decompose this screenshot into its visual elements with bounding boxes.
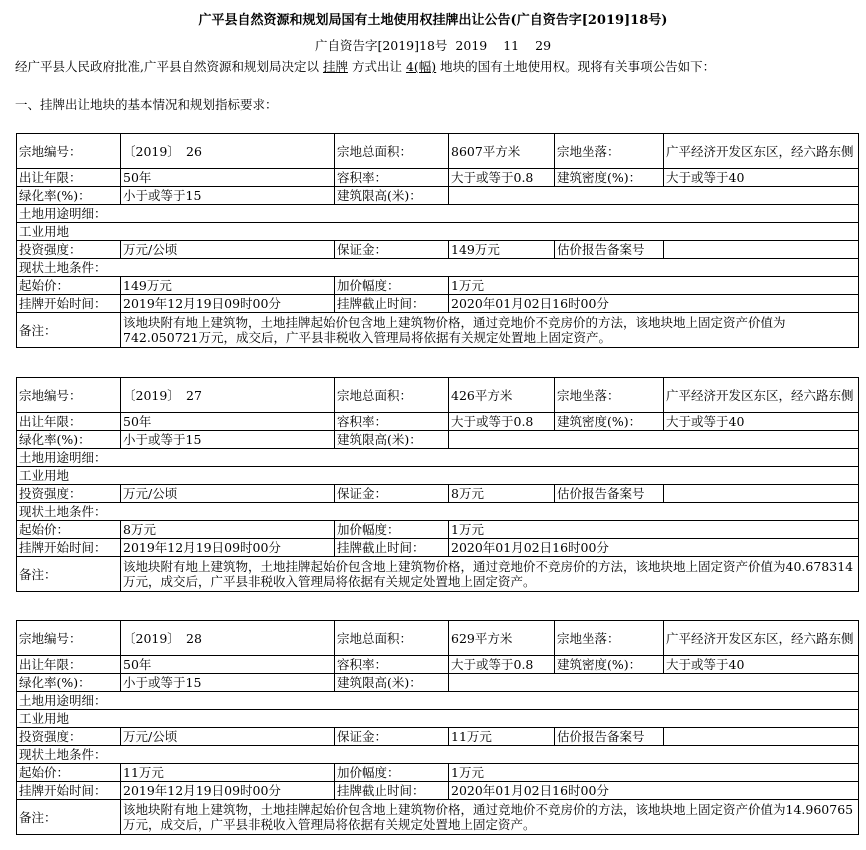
label-start-time: 挂牌开始时间： <box>17 295 121 313</box>
label-density: 建筑密度(%)： <box>555 413 664 431</box>
green-value: 小于或等于15 <box>121 431 335 449</box>
increment-value: 1万元 <box>449 521 859 539</box>
use-value: 工业用地 <box>17 710 859 728</box>
label-start-price: 起始价： <box>17 277 121 295</box>
label-parcel-no: 宗地编号： <box>17 378 121 413</box>
label-location: 宗地坐落： <box>555 134 664 169</box>
parcel-table <box>16 620 859 835</box>
green-value: 小于或等于15 <box>121 674 335 692</box>
label-parcel-no: 宗地编号： <box>17 134 121 169</box>
label-term: 出让年限： <box>17 169 121 187</box>
label-start-price: 起始价： <box>17 764 121 782</box>
label-end-time: 挂牌截止时间： <box>335 295 449 313</box>
parcel-no-value: 〔2019〕 26 <box>121 134 335 169</box>
green-value: 小于或等于15 <box>121 187 335 205</box>
doc-day: 29 <box>535 38 552 53</box>
intro-count: 4(幅) <box>405 59 437 74</box>
height-value <box>449 674 859 692</box>
investment-value: 万元/公顷 <box>121 728 335 746</box>
appraisal-value <box>664 485 859 503</box>
label-increment: 加价幅度： <box>335 277 449 295</box>
total-area-value: 8607平方米 <box>449 134 555 169</box>
density-value: 大于或等于40 <box>664 413 859 431</box>
use-value: 工业用地 <box>17 467 859 485</box>
parcel-table <box>16 377 859 592</box>
start-price-value: 8万元 <box>121 521 335 539</box>
label-appraisal: 估价报告备案号 <box>555 241 664 259</box>
deposit-value: 149万元 <box>449 241 555 259</box>
doc-code: 广自资告字[2019]18号 <box>314 38 448 53</box>
label-remarks: 备注： <box>17 800 121 835</box>
plot-ratio-value: 大于或等于0.8 <box>449 169 555 187</box>
label-term: 出让年限： <box>17 413 121 431</box>
parcel-no-value: 〔2019〕 28 <box>121 621 335 656</box>
end-time-value: 2020年01月02日16时00分 <box>449 295 859 313</box>
label-appraisal: 估价报告备案号 <box>555 728 664 746</box>
intro-prefix: 经广平县人民政府批准,广平县自然资源和规划局决定以 <box>15 59 319 74</box>
label-condition: 现状土地条件： <box>17 746 859 764</box>
label-use-detail: 土地用途明细： <box>17 449 859 467</box>
label-remarks: 备注： <box>17 313 121 348</box>
investment-value: 万元/公顷 <box>121 485 335 503</box>
label-plot-ratio: 容积率： <box>335 656 449 674</box>
label-increment: 加价幅度： <box>335 764 449 782</box>
end-time-value: 2020年01月02日16时00分 <box>449 782 859 800</box>
deposit-value: 8万元 <box>449 485 555 503</box>
term-value: 50年 <box>121 169 335 187</box>
parcel-no-value: 〔2019〕 27 <box>121 378 335 413</box>
remarks-value: 该地块附有地上建筑物，土地挂牌起始价包含地上建筑物价格，通过竞地价不竞房价的方法，该地块地上固定资产价值为742.050721万元，成交后，广平县非税收入管理局将依据有关规定处置地上固定资产。 <box>121 313 859 348</box>
plot-ratio-value: 大于或等于0.8 <box>449 656 555 674</box>
term-value: 50年 <box>121 656 335 674</box>
label-use-detail: 土地用途明细： <box>17 205 859 223</box>
label-start-time: 挂牌开始时间： <box>17 782 121 800</box>
label-height: 建筑限高(米)： <box>335 431 449 449</box>
label-increment: 加价幅度： <box>335 521 449 539</box>
label-start-price: 起始价： <box>17 521 121 539</box>
label-start-time: 挂牌开始时间： <box>17 539 121 557</box>
density-value: 大于或等于40 <box>664 169 859 187</box>
appraisal-value <box>664 241 859 259</box>
label-density: 建筑密度(%)： <box>555 169 664 187</box>
investment-value: 万元/公顷 <box>121 241 335 259</box>
label-end-time: 挂牌截止时间： <box>335 539 449 557</box>
intro-mid: 方式出让 <box>351 59 402 74</box>
total-area-value: 629平方米 <box>449 621 555 656</box>
label-green: 绿化率(%)： <box>17 674 121 692</box>
label-investment: 投资强度： <box>17 241 121 259</box>
doc-month: 11 <box>503 38 520 53</box>
density-value: 大于或等于40 <box>664 656 859 674</box>
label-total-area: 宗地总面积： <box>335 134 449 169</box>
end-time-value: 2020年01月02日16时00分 <box>449 539 859 557</box>
parcel-table <box>16 133 859 348</box>
label-location: 宗地坐落： <box>555 378 664 413</box>
label-plot-ratio: 容积率： <box>335 169 449 187</box>
label-deposit: 保证金： <box>335 728 449 746</box>
label-green: 绿化率(%)： <box>17 431 121 449</box>
label-total-area: 宗地总面积： <box>335 621 449 656</box>
doc-year: 2019 <box>455 38 488 53</box>
start-time-value: 2019年12月19日09时00分 <box>121 782 335 800</box>
remarks-value: 该地块附有地上建筑物，土地挂牌起始价包含地上建筑物价格，通过竞地价不竞房价的方法，该地块地上固定资产价值为14.960765万元，成交后，广平县非税收入管理局将依据有关规定处置地上固定资产。 <box>121 800 859 835</box>
label-height: 建筑限高(米)： <box>335 674 449 692</box>
section-heading: 一、挂牌出让地块的基本情况和规划指标要求： <box>15 97 278 112</box>
label-end-time: 挂牌截止时间： <box>335 782 449 800</box>
use-value: 工业用地 <box>17 223 859 241</box>
label-appraisal: 估价报告备案号 <box>555 485 664 503</box>
label-green: 绿化率(%)： <box>17 187 121 205</box>
increment-value: 1万元 <box>449 764 859 782</box>
document-number <box>0 36 866 54</box>
location-value: 广平经济开发区东区，经六路东侧 <box>664 378 859 413</box>
label-density: 建筑密度(%)： <box>555 656 664 674</box>
start-price-value: 149万元 <box>121 277 335 295</box>
plot-ratio-value: 大于或等于0.8 <box>449 413 555 431</box>
label-parcel-no: 宗地编号： <box>17 621 121 656</box>
label-deposit: 保证金： <box>335 241 449 259</box>
term-value: 50年 <box>121 413 335 431</box>
appraisal-value <box>664 728 859 746</box>
start-time-value: 2019年12月19日09时00分 <box>121 539 335 557</box>
label-investment: 投资强度： <box>17 485 121 503</box>
label-plot-ratio: 容积率： <box>335 413 449 431</box>
height-value <box>449 431 859 449</box>
label-use-detail: 土地用途明细： <box>17 692 859 710</box>
intro-suffix: 地块的国有土地使用权。现将有关事项公告如下： <box>440 59 716 74</box>
location-value: 广平经济开发区东区，经六路东侧 <box>664 134 859 169</box>
location-value: 广平经济开发区东区，经六路东侧 <box>664 621 859 656</box>
intro-paragraph <box>15 57 715 75</box>
remarks-value: 该地块附有地上建筑物，土地挂牌起始价包含地上建筑物价格，通过竞地价不竞房价的方法，该地块地上固定资产价值为40.678314万元，成交后，广平县非税收入管理局将依据有关规定处置地上固定资产。 <box>121 557 859 592</box>
page-title: 广平县自然资源和规划局国有土地使用权挂牌出让公告(广自资告字[2019]18号) <box>198 13 668 28</box>
deposit-value: 11万元 <box>449 728 555 746</box>
start-time-value: 2019年12月19日09时00分 <box>121 295 335 313</box>
label-location: 宗地坐落： <box>555 621 664 656</box>
label-remarks: 备注： <box>17 557 121 592</box>
intro-method: 挂牌 <box>322 59 348 74</box>
start-price-value: 11万元 <box>121 764 335 782</box>
label-investment: 投资强度： <box>17 728 121 746</box>
increment-value: 1万元 <box>449 277 859 295</box>
label-height: 建筑限高(米)： <box>335 187 449 205</box>
label-total-area: 宗地总面积： <box>335 378 449 413</box>
height-value <box>449 187 859 205</box>
total-area-value: 426平方米 <box>449 378 555 413</box>
label-condition: 现状土地条件： <box>17 259 859 277</box>
label-condition: 现状土地条件： <box>17 503 859 521</box>
label-term: 出让年限： <box>17 656 121 674</box>
label-deposit: 保证金： <box>335 485 449 503</box>
